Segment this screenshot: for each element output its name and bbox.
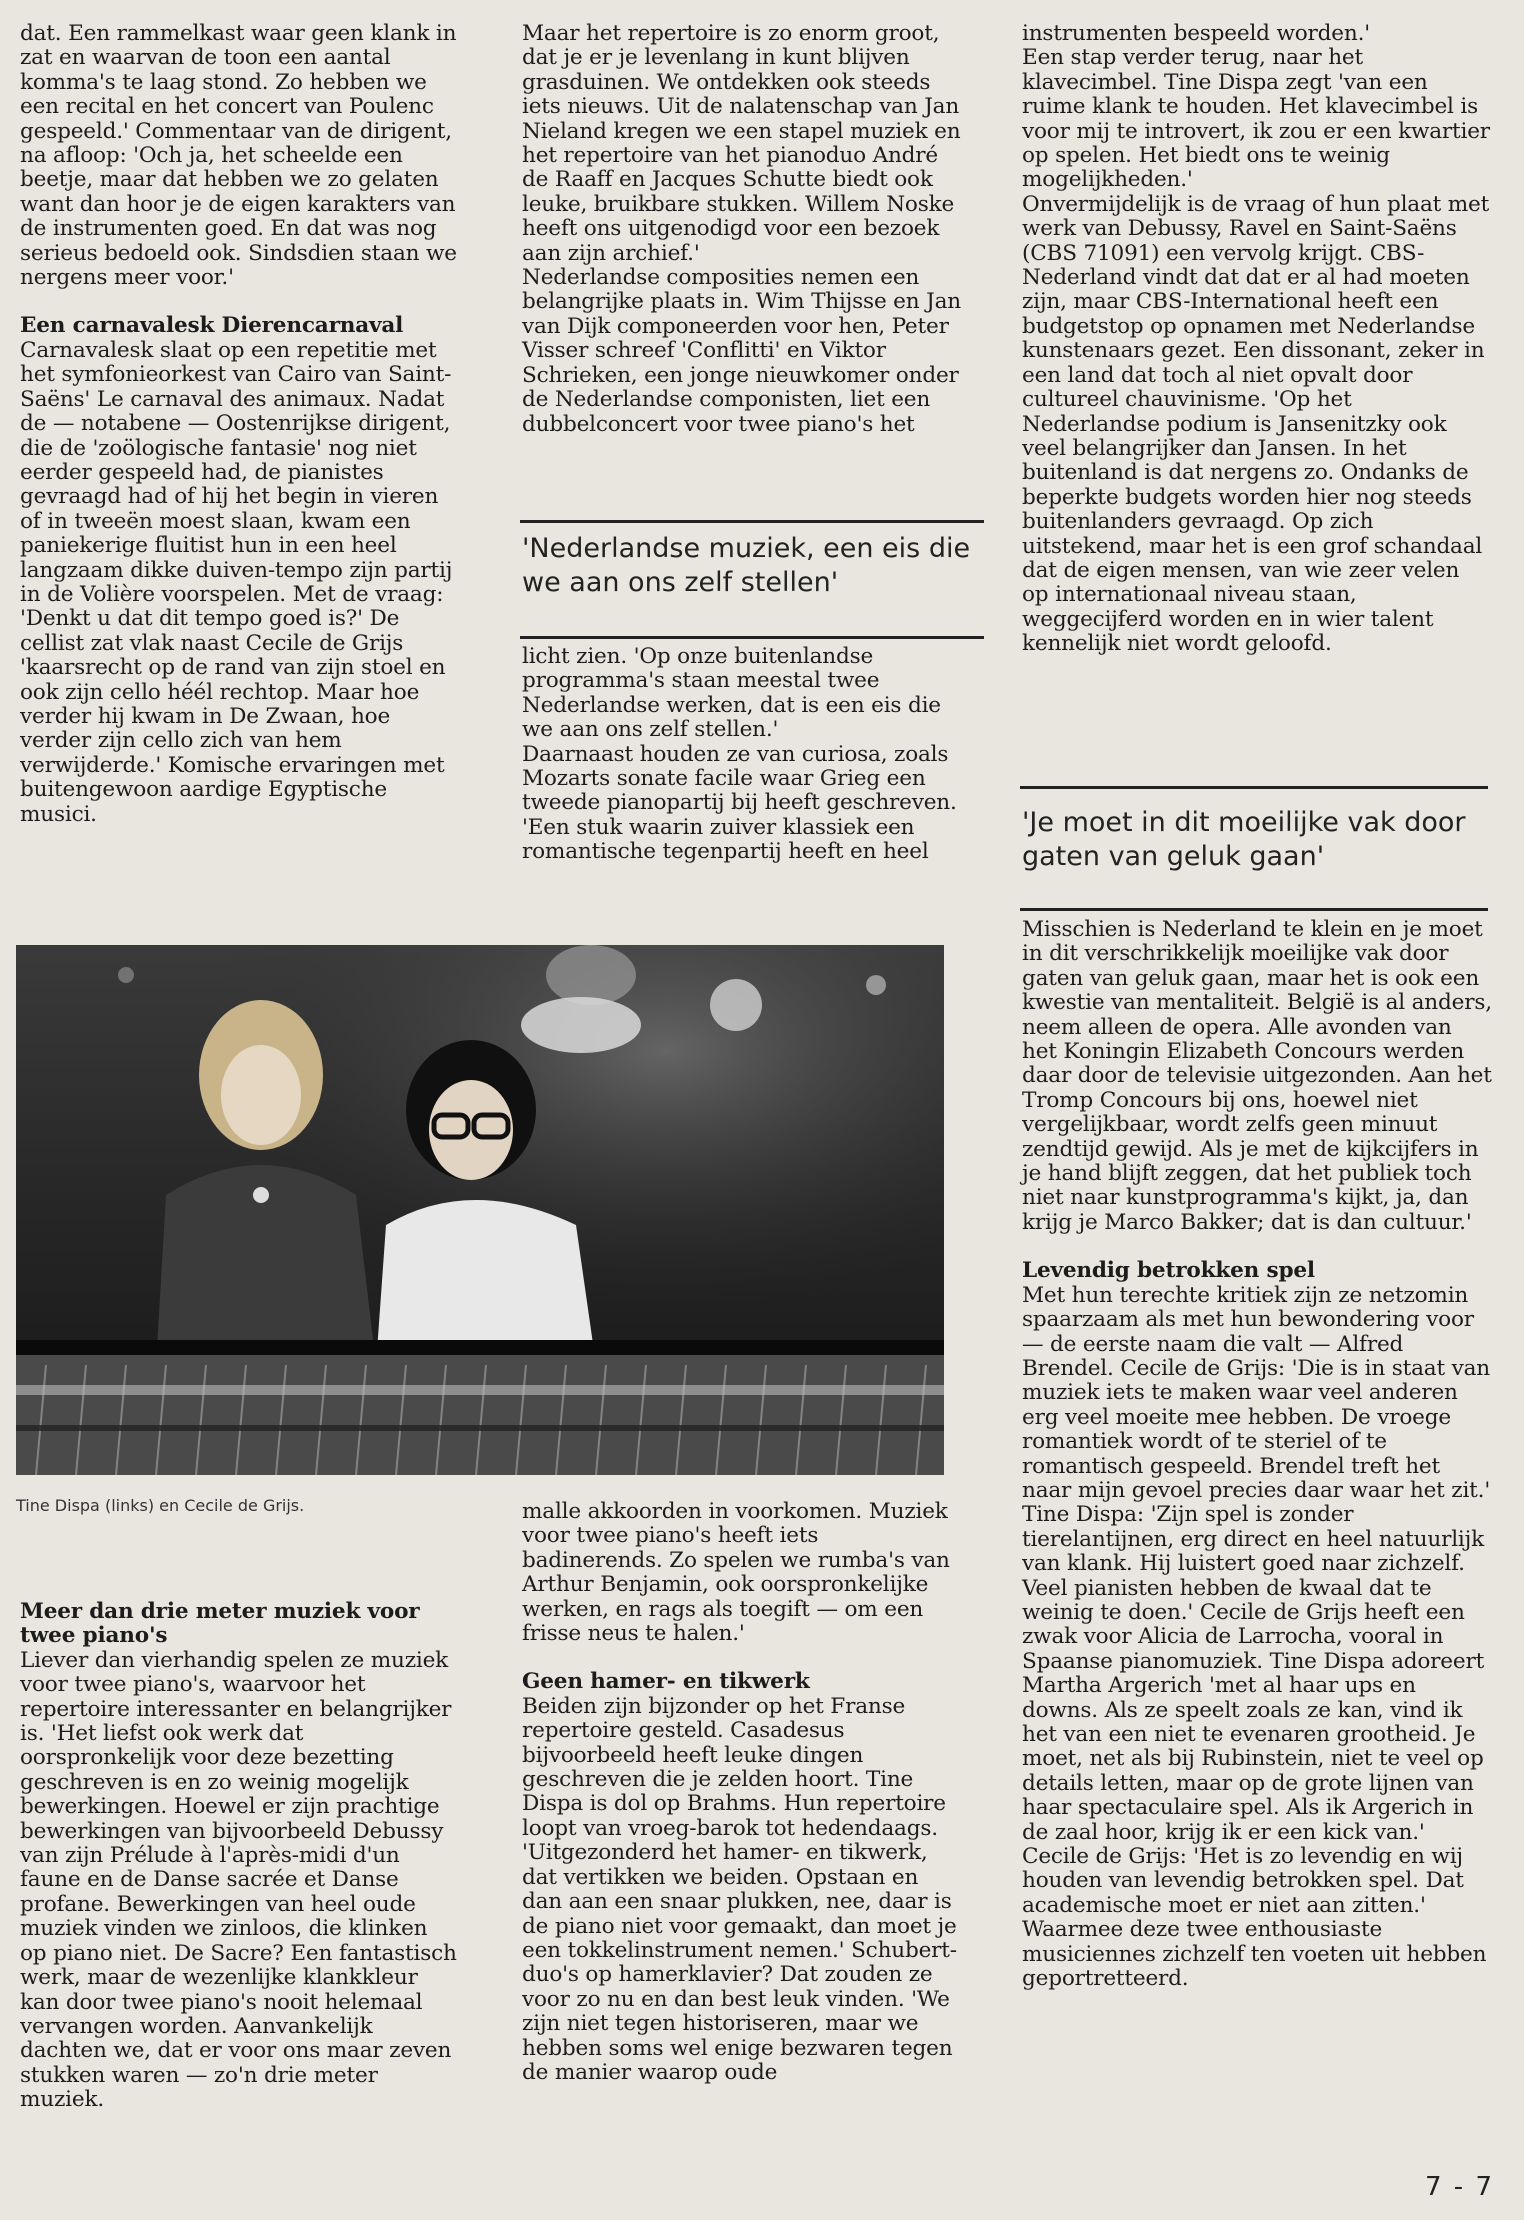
pullquote-rule-bottom	[520, 636, 984, 639]
paragraph: Maar het repertoire is zo enorm groot, dat je er je levenlang in kunt blijven grasduinen. We ontdekken ook steeds iets nieuws. Uit de nalatenschap van Jan Nieland kregen we een stapel muziek en het repertoire van het pianoduo André de Raaff en Jacques Schutte biedt ook leuke, bruikbare stukken. Willem Noske heeft ons uitgenodigd voor een bezoek aan zijn archief.'	[522, 21, 961, 266]
paragraph: malle akkoorden in voorkomen. Muziek voor twee piano's heeft iets badinerends. Zo spelen we rumba's van Arthur Benjamin, ook oorspronkelijke werken, en rags als toegift — om een frisse neus te halen.'	[522, 1499, 950, 1647]
paragraph: Carnavalesk slaat op een repetitie met het symfonieorkest van Cairo van Saint-Saëns' Le carnaval des animaux. Nadat de — notabene — Oostenrijkse dirigent, die de 'zoölogische fantasie' nog niet eerder gespeeld had, de pianistes gevraagd had of hij het begin in vieren of in tweeën moest slaan, kwam een paniekerige fluitist hun in een heel langzaam dikke duiven-tempo zijn partij in de Volière voorspelen. Met de vraag: 'Denkt u dat dit tempo goed is?' De cellist zat vlak naast Cecile de Grijs 'kaarsrecht op de rand van zijn stoel en ook zijn cello héél rechtop. Maar hoe verder hij kwam in De Zwaan, hoe verder zijn cello zich van hem verwijderde.' Komische ervaringen met buitengewoon aardige Egyptische musici.	[20, 337, 453, 827]
section-heading: Levendig betrokken spel	[1022, 1258, 1315, 1284]
paragraph: Beiden zijn bijzonder op het Franse repertoire gesteld. Casadesus bijvoorbeeld heeft leuke dingen geschreven die je zelden hoort. Tine Dispa is dol op Brahms. Hun repertoire loopt van vroeg-barok tot hedendaags. 'Uitgezonderd het hamer- en tikwerk, dat vertikken we beiden. Opstaan en dan aan een snaar plukken, nee, daar is de piano niet voor gemaakt, dan moet je een tokkelinstrument nemen.' Schubert-duo's op hamerklavier? Dat zouden ze voor zo nu en dan best leuk vinden. 'We zijn niet tegen historiseren, maar we hebben soms wel enige bezwaren tegen de manier waarop oude	[522, 1693, 957, 2085]
photo-pianists	[16, 945, 944, 1475]
column-3-bottom	[1022, 918, 1492, 1991]
pullquote-gaten-van-geluk: 'Je moet in dit moeilijke vak door gaten van geluk gaan'	[1022, 807, 1466, 872]
column-2-top	[522, 22, 962, 437]
paragraph: Misschien is Nederland te klein en je moet in dit verschrikkelijk moeilijke vak door gaten van geluk gaan, maar het is ook een kwestie van mentaliteit. België is al anders, neem alleen de opera. Alle avonden van het Koningin Elizabeth Concours werden daar door de televisie uitgezonden. Aan het Tromp Concours bij ons, hoewel niet vergelijkbaar, wordt zelfs geen minuut zendtijd gewijd. Als je met de kijkcijfers in je hand blijft zeggen, dat het publiek toch niet naar kunstprogramma's kijkt, ja, dan krijg je Marco Bakker; dat is dan cultuur.'	[1022, 917, 1492, 1235]
pullquote-rule-top	[1020, 786, 1488, 789]
section-heading: Een carnavalesk Dierencarnaval	[20, 313, 404, 339]
paragraph: Onvermijdelijk is de vraag of hun plaat met werk van Debussy, Ravel en Saint-Saëns (CBS 71091) een vervolg krijgt. CBS-Nederland vindt dat dat er al had moeten zijn, maar CBS-International heeft een budgetstop op opnamen met Nederlandse kunstenaars gezet. Een dissonant, zeker in een land dat toch al niet opvalt door cultureel chauvinisme. 'Op het Nederlandse podium is Jansenitzky ook veel belangrijker dan Jansen. In het buitenland is dat nergens zo. Ondanks de beperkte budgets worden hier nog steeds buitenlanders gevraagd. Op zich uitstekend, maar het is een grof schandaal dat de eigen mensen, van wie zeer velen op internationaal niveau staan, weggecijferd worden en in wier talent kennelijk niet wordt geloofd.	[1022, 191, 1490, 657]
column-2-middle	[522, 645, 962, 865]
paragraph: Daarnaast houden ze van curiosa, zoals Mozarts sonate facile waar Grieg een tweede pianopartij bij heeft geschreven. 'Een stuk waarin zuiver klassiek een romantische tegenpartij heeft en heel	[522, 741, 957, 865]
paragraph: dat. Een rammelkast waar geen klank in zat en waarvan de toon een aantal komma's te laag stond. Zo hebben we een recital en het concert van Poulenc gespeeld.' Commentaar van de dirigent, na afloop: 'Och ja, het scheelde een beetje, maar dat hebben we zo gelaten want dan hoor je de eigen karakters van de instrumenten goed. En dat was nog serieus bedoeld ook. Sindsdien staan we nergens meer voor.'	[20, 21, 457, 291]
column-2-bottom	[522, 1500, 962, 2085]
paragraph: instrumenten bespeeld worden.'	[1022, 21, 1370, 46]
section-heading: Meer dan drie meter muziek voor twee piano's	[20, 1599, 420, 1649]
paragraph: Met hun terechte kritiek zijn ze netzomin spaarzaam als met hun bewondering voor — de eerste naam die valt — Alfred Brendel. Cecile de Grijs: 'Die is in staat van muziek iets te maken waar veel anderen erg veel moeite mee hebben. De vroege romantiek wordt of te steriel of te romantisch gespeeld. Brendel treft het naar mijn gevoel precies daar waar het zit.' Tine Dispa: 'Zijn spel is zonder tierelantijnen, erg direct en heel natuurlijk van klank. Hij luistert goed naar zichzelf. Veel pianisten hebben de kwaal dat te weinig te doen.' Cecile de Grijs heeft een zwak voor Alicia de Larrocha, vooral in Spaanse pianomuziek. Tine Dispa adoreert Martha Argerich 'met al haar ups en downs. Als ze speelt zoals ze kan, vind ik het van een niet te evenaren grootheid. Je moet, net als bij Rubinstein, niet te veel op details letten, maar op de grote lijnen van haar spectaculaire spel. Als ik Argerich in de zaal hoor, krijg ik er een kick van.' Cecile de Grijs: 'Het is zo levendig en wij houden van levendig betrokken spel. Dat academische moet er niet aan zitten.' Waarmee deze twee enthousiaste musiciennes zichzelf ten voeten uit hebben geportretteerd.	[1022, 1282, 1491, 1992]
column-1-top	[20, 22, 460, 827]
paragraph: Nederlandse composities nemen een belangrijke plaats in. Wim Thijsse en Jan van Dijk componeerden voor hen, Peter Visser schreef 'Conflitti' en Viktor Schrieken, een jonge nieuwkomer onder de Nederlandse componisten, liet een dubbelconcert voor twee piano's het	[522, 265, 961, 437]
paragraph: Liever dan vierhandig spelen ze muziek voor twee piano's, waarvoor het repertoire interessanter en belangrijker is. 'Het liefst ook werk dat oorspronkelijk voor deze bezetting geschreven is en zo weinig mogelijk bewerkingen. Hoewel er zijn prachtige bewerkingen van bijvoorbeeld Debussy van zijn Prélude à l'après-midi d'un faune en de Danse sacrée et Danse profane. Bewerkingen van heel oude muziek vinden we zinloos, die klinken op piano niet. De Sacre? Een fantastisch werk, maar de wezenlijke klankkleur kan door twee piano's nooit helemaal vervangen worden. Aanvankelijk dachten we, dat er voor ons maar zeven stukken waren — zo'n drie meter muziek.	[20, 1647, 457, 2113]
paragraph: Een stap verder terug, naar het klavecimbel. Tine Dispa zegt 'van een ruime klank te houden. Het klavecimbel is voor mij te introvert, ik zou er een kwartier op spelen. Het biedt ons te weinig mogelijkheden.'	[1022, 45, 1490, 193]
column-1-bottom	[20, 1600, 460, 2113]
photo-illustration	[16, 945, 944, 1475]
pullquote-rule-bottom	[1020, 908, 1488, 911]
pullquote-rule-top	[520, 520, 984, 523]
pullquote-nederlandse-muziek: 'Nederlandse muziek, een eis die we aan ons zelf stellen'	[522, 533, 971, 598]
section-heading: Geen hamer- en tikwerk	[522, 1669, 810, 1695]
column-3-top	[1022, 22, 1492, 657]
page-number: 7 - 7	[1425, 2172, 1494, 2202]
paragraph: licht zien. 'Op onze buitenlandse programma's staan meestal twee Nederlandse werken, dat is een eis die we aan ons zelf stellen.'	[522, 644, 941, 743]
photo-caption: Tine Dispa (links) en Cecile de Grijs.	[16, 1496, 305, 1515]
